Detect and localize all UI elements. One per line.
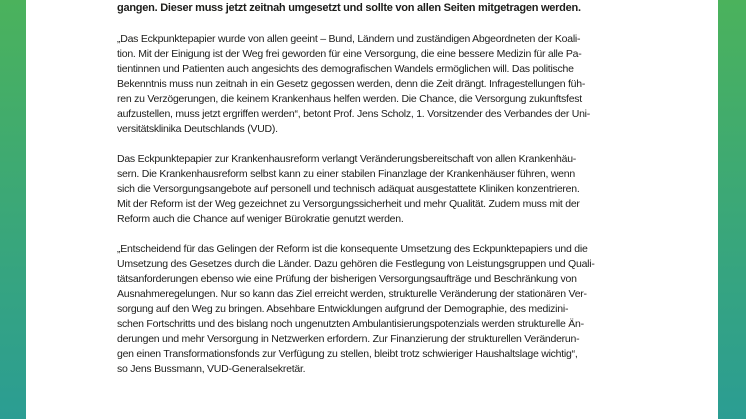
right-accent-bar (718, 0, 746, 419)
lead-paragraph-line: gangen. Dieser muss jetzt zeitnah umgesetzt und sollte von allen Seiten mitgetragen werden. (117, 2, 581, 14)
text-line: ren zu Verzögerungen, die keinem Krankenhaus helfen werden. Die Chance, die Versorgung zukunftsfest (117, 93, 582, 105)
text-line: „Das Eckpunktepapier wurde von allen geeint – Bund, Ländern und zuständigen Abgeordneten der Koali- (117, 33, 581, 45)
text-line: „Entscheidend für das Gelingen der Reform ist die konsequente Umsetzung des Eckpunktepapiers und die (117, 243, 588, 255)
text-line: Ausnahmeregelungen. Nur so kann das Ziel erreicht werden, strukturelle Veränderung der stationären Ver- (117, 288, 587, 300)
text-line: tätsanforderungen ebenso wie eine Prüfung der bisherigen Versorgungsaufträge und Beschränkung von (117, 273, 577, 285)
text-line: tientinnen und Patienten auch angesichts des demografischen Wandels ermöglichen will. Das politische (117, 63, 574, 75)
paragraphs-container (117, 32, 633, 377)
left-accent-bar (0, 0, 26, 419)
text-line: schen Fortschritts und des bislang noch ungenutzten Ambulantisierungspotenzials werden strukturelle Än- (117, 318, 584, 330)
text-line: Bekenntnis muss nun zeitnah in ein Gesetz gegossen werden, denn die Zeit drängt. Infragestellungen füh- (117, 78, 586, 90)
text-line: so Jens Bussmann, VUD-Generalsekretär. (117, 363, 306, 375)
text-line: sich die Versorgungsangebote auf personell und technisch adäquat ausgestattete Kliniken konzentrieren. (117, 183, 580, 195)
press-release-body (117, 1, 633, 392)
text-line: sorgung auf den Weg zu bringen. Absehbare Entwicklungen aufgrund der Demographie, des medizini- (117, 303, 569, 315)
text-line: sern. Die Krankenhausreform selbst kann zu einer stabilen Finanzlage der Krankenhäuser führen, wenn (117, 168, 575, 180)
text-line: Das Eckpunktepapier zur Krankenhausreform verlangt Veränderungsbereitschaft von allen Krankenhäu- (117, 153, 577, 165)
paragraph (117, 32, 633, 137)
paragraph (117, 152, 633, 227)
text-line: Mit der Reform ist der Weg gezeichnet zu Versorgungssicherheit und mehr Qualität. Zudem muss mit der (117, 198, 580, 210)
text-line: aufzustellen, muss jetzt ergriffen werden“, betont Prof. Jens Scholz, 1. Vorsitzender des Verbandes der Uni- (117, 108, 590, 120)
text-line: Reform auch die Chance auf weniger Bürokratie genutzt werden. (117, 213, 404, 225)
text-line: versitätsklinika Deutschlands (VUD). (117, 123, 278, 135)
text-line: derungen und mehr Versorgung in Netzwerken erfordern. Zur Finanzierung der strukturellen Veränderun- (117, 333, 580, 345)
text-line: Umsetzung des Gesetzes durch die Länder. Dazu gehören die Festlegung von Leistungsgruppen und Quali- (117, 258, 595, 270)
paragraph (117, 242, 633, 377)
text-line: gen einen Transformationsfonds zur Verfügung zu stellen, bleibt trotz schwieriger Haushaltslage wichtig“, (117, 348, 578, 360)
text-line: tion. Mit der Einigung ist der Weg frei geworden für eine Versorgung, die eine bessere Medizin für alle Pa- (117, 48, 582, 60)
